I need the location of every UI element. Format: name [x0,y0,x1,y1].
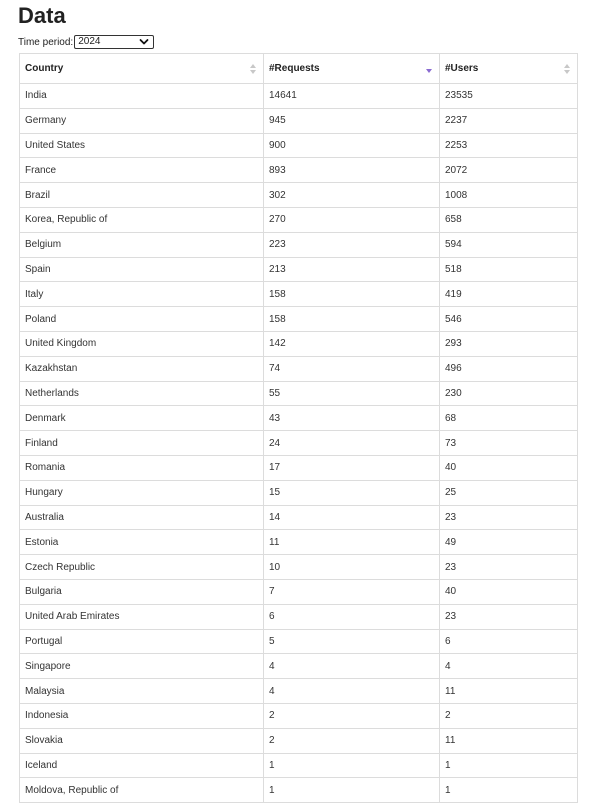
column-header-label: #Requests [269,63,320,74]
cell-country: Germany [20,108,264,133]
cell-requests: 1 [264,753,440,778]
cell-users: 2 [440,703,578,728]
cell-users: 293 [440,331,578,356]
column-header-users[interactable] [440,54,578,84]
cell-users: 40 [440,455,578,480]
cell-users: 25 [440,480,578,505]
cell-users: 546 [440,307,578,332]
cell-requests: 4 [264,654,440,679]
cell-requests: 223 [264,232,440,257]
table-row [20,133,578,158]
cell-users: 40 [440,579,578,604]
cell-users: 68 [440,406,578,431]
cell-country: Estonia [20,530,264,555]
cell-users: 2253 [440,133,578,158]
cell-requests: 2 [264,728,440,753]
cell-users: 594 [440,232,578,257]
cell-requests: 5 [264,629,440,654]
cell-country: Korea, Republic of [20,207,264,232]
table-row [20,331,578,356]
cell-country: Poland [20,307,264,332]
sort-descending-icon [425,63,433,75]
page-title: Data [18,3,66,28]
cell-users: 4 [440,654,578,679]
data-table [19,53,578,803]
cell-country: Indonesia [20,703,264,728]
cell-requests: 14 [264,505,440,530]
table-row [20,679,578,704]
sort-both-icon [249,63,257,75]
table-row [20,232,578,257]
cell-country: Finland [20,431,264,456]
cell-country: Singapore [20,654,264,679]
cell-users: 496 [440,356,578,381]
cell-country: Malaysia [20,679,264,704]
cell-requests: 1 [264,778,440,803]
cell-users: 658 [440,207,578,232]
cell-users: 6 [440,629,578,654]
cell-requests: 7 [264,579,440,604]
cell-users: 2237 [440,108,578,133]
cell-users: 23 [440,604,578,629]
cell-requests: 17 [264,455,440,480]
cell-users: 11 [440,679,578,704]
cell-country: United Arab Emirates [20,604,264,629]
table-header-row [20,54,578,84]
cell-country: Denmark [20,406,264,431]
cell-country: India [20,84,264,109]
table-row [20,654,578,679]
table-row [20,579,578,604]
cell-country: United States [20,133,264,158]
chevron-down-icon [139,36,149,48]
time-period-label: Time period: [18,36,74,48]
cell-requests: 74 [264,356,440,381]
cell-requests: 15 [264,480,440,505]
cell-requests: 900 [264,133,440,158]
time-period-select[interactable] [74,35,154,49]
sort-both-icon [563,63,571,75]
table-row [20,530,578,555]
cell-country: Slovakia [20,728,264,753]
table-row [20,753,578,778]
cell-requests: 24 [264,431,440,456]
cell-country: Brazil [20,183,264,208]
table-row [20,307,578,332]
table-row [20,381,578,406]
cell-users: 73 [440,431,578,456]
table-row [20,728,578,753]
table-row [20,455,578,480]
cell-requests: 302 [264,183,440,208]
table-row [20,431,578,456]
column-header-label: #Users [445,63,479,74]
table-row [20,778,578,803]
cell-users: 419 [440,282,578,307]
cell-requests: 158 [264,282,440,307]
cell-users: 1 [440,753,578,778]
cell-users: 2072 [440,158,578,183]
table-row [20,555,578,580]
page [0,0,593,52]
cell-requests: 55 [264,381,440,406]
table-row [20,183,578,208]
table-row [20,282,578,307]
cell-requests: 893 [264,158,440,183]
cell-requests: 43 [264,406,440,431]
table-row [20,629,578,654]
table-row [20,257,578,282]
cell-users: 518 [440,257,578,282]
column-header-label: Country [25,63,64,74]
cell-requests: 945 [264,108,440,133]
cell-requests: 14641 [264,84,440,109]
cell-requests: 270 [264,207,440,232]
cell-country: Kazakhstan [20,356,264,381]
cell-country: Hungary [20,480,264,505]
cell-users: 1008 [440,183,578,208]
cell-requests: 158 [264,307,440,332]
cell-requests: 10 [264,555,440,580]
cell-country: France [20,158,264,183]
table-row [20,108,578,133]
cell-country: Bulgaria [20,579,264,604]
cell-country: United Kingdom [20,331,264,356]
table-row [20,505,578,530]
cell-country: Netherlands [20,381,264,406]
cell-country: Australia [20,505,264,530]
cell-country: Spain [20,257,264,282]
table-row [20,703,578,728]
cell-country: Iceland [20,753,264,778]
cell-country: Moldova, Republic of [20,778,264,803]
cell-country: Italy [20,282,264,307]
table-row [20,158,578,183]
cell-users: 49 [440,530,578,555]
cell-requests: 213 [264,257,440,282]
cell-users: 230 [440,381,578,406]
cell-requests: 4 [264,679,440,704]
cell-requests: 11 [264,530,440,555]
cell-users: 1 [440,778,578,803]
cell-users: 23 [440,505,578,530]
cell-country: Romania [20,455,264,480]
cell-users: 11 [440,728,578,753]
cell-requests: 142 [264,331,440,356]
column-header-country[interactable] [20,54,264,84]
table-body [20,84,578,803]
table-row [20,604,578,629]
cell-users: 23535 [440,84,578,109]
table-row [20,84,578,109]
table-row [20,480,578,505]
column-header-requests[interactable] [264,54,440,84]
cell-country: Belgium [20,232,264,257]
table-row [20,356,578,381]
time-period-row [18,32,593,52]
table-row [20,406,578,431]
cell-country: Portugal [20,629,264,654]
table-row [20,207,578,232]
cell-country: Czech Republic [20,555,264,580]
cell-users: 23 [440,555,578,580]
cell-requests: 6 [264,604,440,629]
cell-requests: 2 [264,703,440,728]
time-period-value: 2024 [78,36,101,47]
